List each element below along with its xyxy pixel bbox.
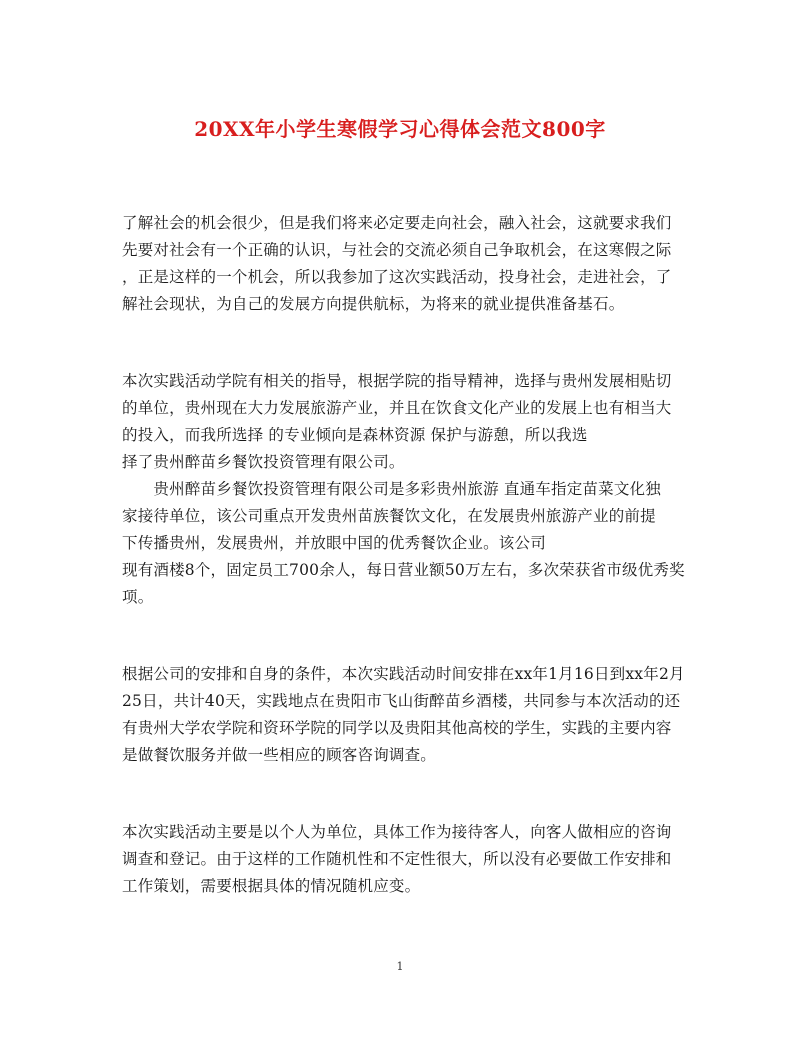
paragraph-1-line-2: 先要对社会有一个正确的认识，与社会的交流必须自己争取机会，在这寒假之际 [122, 241, 672, 259]
paragraph-2-line-9: 项。 [122, 588, 154, 606]
paragraph-3-line-3: 有贵州大学农学院和资环学院的同学以及贵阳其他高校的学生，实践的主要内容 [122, 719, 672, 737]
page-number: 1 [396, 960, 404, 973]
document-title: 20XX年小学生寒假学习心得体会范文800字 [194, 117, 606, 141]
paragraph-3-line-2: 25日，共计40天，实践地点在贵阳市飞山街醉苗乡酒楼，共同参与本次活动的还 [122, 692, 681, 710]
paragraph-2-line-5: 贵州醉苗乡餐饮投资管理有限公司是多彩贵州旅游 直通车指定苗菜文化独 [122, 480, 661, 498]
paragraph-4-line-3: 工作策划，需要根据具体的情况随机应变。 [122, 877, 421, 895]
paragraph-2-line-4: 择了贵州醉苗乡餐饮投资管理有限公司。 [122, 453, 405, 471]
paragraph-2-line-6: 家接待单位，该公司重点开发贵州苗族餐饮文化，在发展贵州旅游产业的前提 [122, 507, 656, 525]
paragraph-1-line-4: 解社会现状，为自己的发展方向提供航标，为将来的就业提供准备基石。 [122, 295, 625, 313]
paragraph-3-line-4: 是做餐饮服务并做一些相应的顾客咨询调查。 [122, 746, 437, 764]
paragraph-3-line-1: 根据公司的安排和自身的条件，本次实践活动时间安排在xx年1月16日到xx年2月 [122, 665, 685, 683]
paragraph-4-line-1: 本次实践活动主要是以个人为单位，具体工作为接待客人，向客人做相应的咨询 [122, 823, 672, 841]
paragraph-1-line-1: 了解社会的机会很少，但是我们将来必定要走向社会，融入社会，这就要求我们 [122, 214, 672, 232]
paragraph-2-line-8: 现有酒楼8个，固定员工700余人，每日营业额50万左右，多次荣获省市级优秀奖 [122, 561, 685, 579]
paragraph-2-line-3: 的投入，而我所选择 的专业倾向是森林资源 保护与游憩，所以我选 [122, 426, 588, 444]
paragraph-4-line-2: 调查和登记。由于这样的工作随机性和不定性很大，所以没有必要做工作安排和 [122, 850, 672, 868]
paragraph-2-line-1: 本次实践活动学院有相关的指导，根据学院的指导精神，选择与贵州发展相贴切 [122, 372, 672, 390]
paragraph-2-line-7: 下传播贵州，发展贵州，并放眼中国的优秀餐饮企业。该公司 [122, 534, 546, 552]
paragraph-2-line-2: 的单位，贵州现在大力发展旅游产业，并且在饮食文化产业的发展上也有相当大 [122, 399, 672, 417]
paragraph-1-line-3: ，正是这样的一个机会，所以我参加了这次实践活动，投身社会，走进社会，了 [122, 268, 672, 286]
